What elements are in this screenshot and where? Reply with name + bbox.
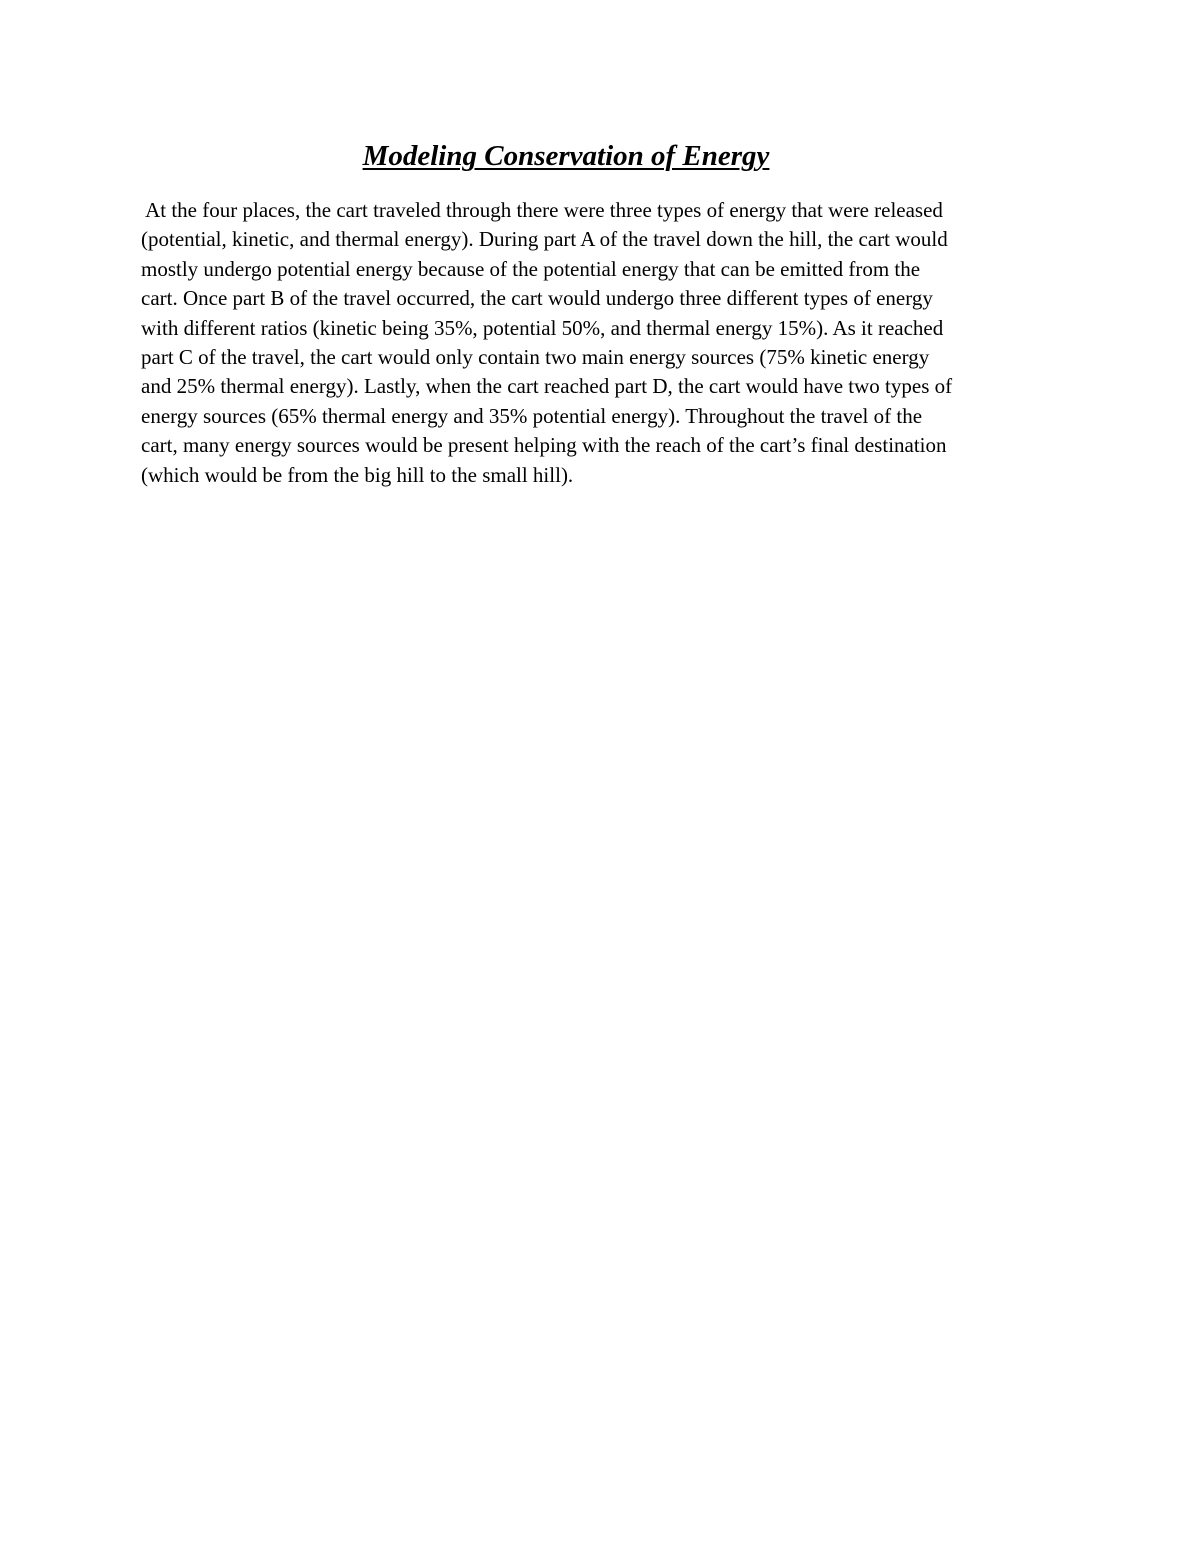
paragraph-line: energy sources (65% thermal energy and 35% potential energy). Throughout the travel of the	[141, 403, 923, 428]
paragraph-line: part C of the travel, the cart would only contain two main energy sources (75% kinetic energy	[141, 345, 930, 370]
paragraph-line: with different ratios (kinetic being 35%, potential 50%, and thermal energy 15%). As it reached	[141, 315, 944, 340]
body-paragraph	[141, 196, 1071, 490]
paragraph-line: At the four places, the cart traveled through there were three types of energy that were released	[141, 198, 943, 222]
paragraph-line: mostly undergo potential energy because of the potential energy that can be emitted from the	[141, 256, 921, 281]
paragraph-line: (which would be from the big hill to the small hill).	[141, 462, 574, 487]
paragraph-line: cart, many energy sources would be present helping with the reach of the cart’s final destination	[141, 433, 947, 458]
paragraph-line: and 25% thermal energy). Lastly, when the cart reached part D, the cart would have two types of	[141, 374, 953, 399]
document-title: Modeling Conservation of Energy	[362, 140, 770, 172]
paragraph-line: cart. Once part B of the travel occurred, the cart would undergo three different types of energy	[141, 286, 933, 311]
paragraph-line: (potential, kinetic, and thermal energy). During part A of the travel down the hill, the cart would	[141, 227, 948, 252]
